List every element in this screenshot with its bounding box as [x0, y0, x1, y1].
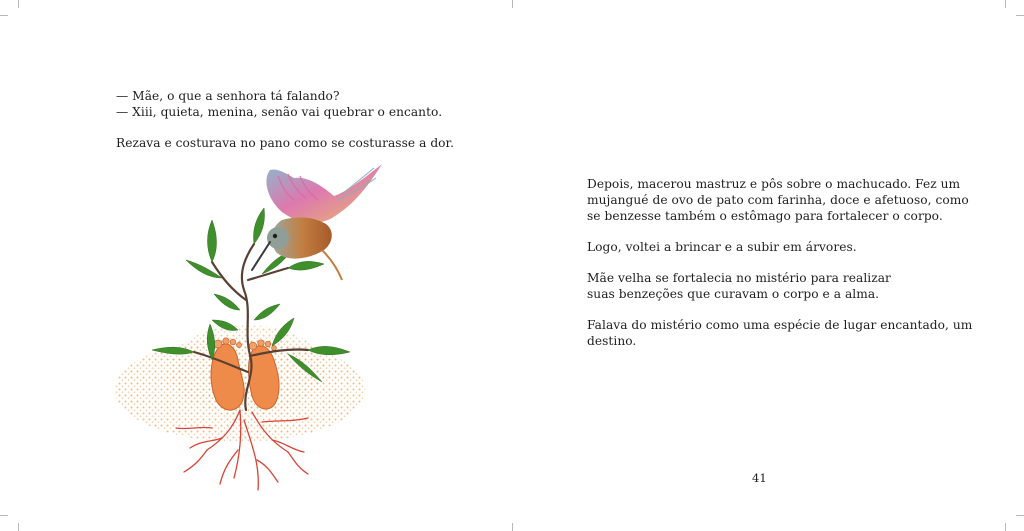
crop-mark-top-center-v — [512, 0, 513, 8]
crop-mark-top-left-v — [18, 0, 19, 8]
text-line: se benzesse também o estômago para fortalecer o corpo. — [587, 209, 943, 223]
text-line: destino. — [587, 334, 637, 348]
crop-mark-bottom-center-v — [512, 523, 513, 531]
crop-mark-top-right-h — [1016, 15, 1024, 16]
paragraph — [587, 176, 972, 224]
text-line: Logo, voltei a brincar e a subir em árvores. — [587, 240, 857, 254]
crop-mark-top-right-v — [1005, 0, 1006, 8]
dialogue-line: — Xiii, quieta, menina, senão vai quebrar o encanto. — [116, 105, 443, 119]
page-number: 41 — [752, 471, 767, 485]
text-line: suas benzeções que curavam o corpo e a alma. — [587, 287, 880, 301]
text-line: Mãe velha se fortalecia no mistério para realizar — [587, 271, 891, 285]
text-line: Depois, macerou mastruz e pôs sobre o machucado. Fez um — [587, 177, 961, 191]
left-page-text — [116, 88, 454, 151]
crop-mark-bottom-right-h — [1016, 515, 1024, 516]
dialogue-line: — Mãe, o que a senhora tá falando? — [116, 89, 340, 103]
paragraph — [587, 317, 972, 349]
hummingbird-plant-illustration — [112, 160, 382, 500]
paragraph — [587, 239, 972, 255]
crop-mark-bottom-right-v — [1005, 523, 1006, 531]
left-paragraph: Rezava e costurava no pano como se costurasse a dor. — [116, 136, 455, 150]
crop-mark-bottom-left-h — [0, 515, 8, 516]
text-line: Falava do mistério como uma espécie de lugar encantado, um — [587, 318, 973, 332]
right-page-text — [587, 176, 972, 349]
crop-mark-top-left-h — [0, 15, 8, 16]
text-line: mujangué de ovo de pato com farinha, doce e afetuoso, como — [587, 193, 969, 207]
paragraph — [587, 270, 972, 302]
crop-mark-bottom-left-v — [18, 523, 19, 531]
